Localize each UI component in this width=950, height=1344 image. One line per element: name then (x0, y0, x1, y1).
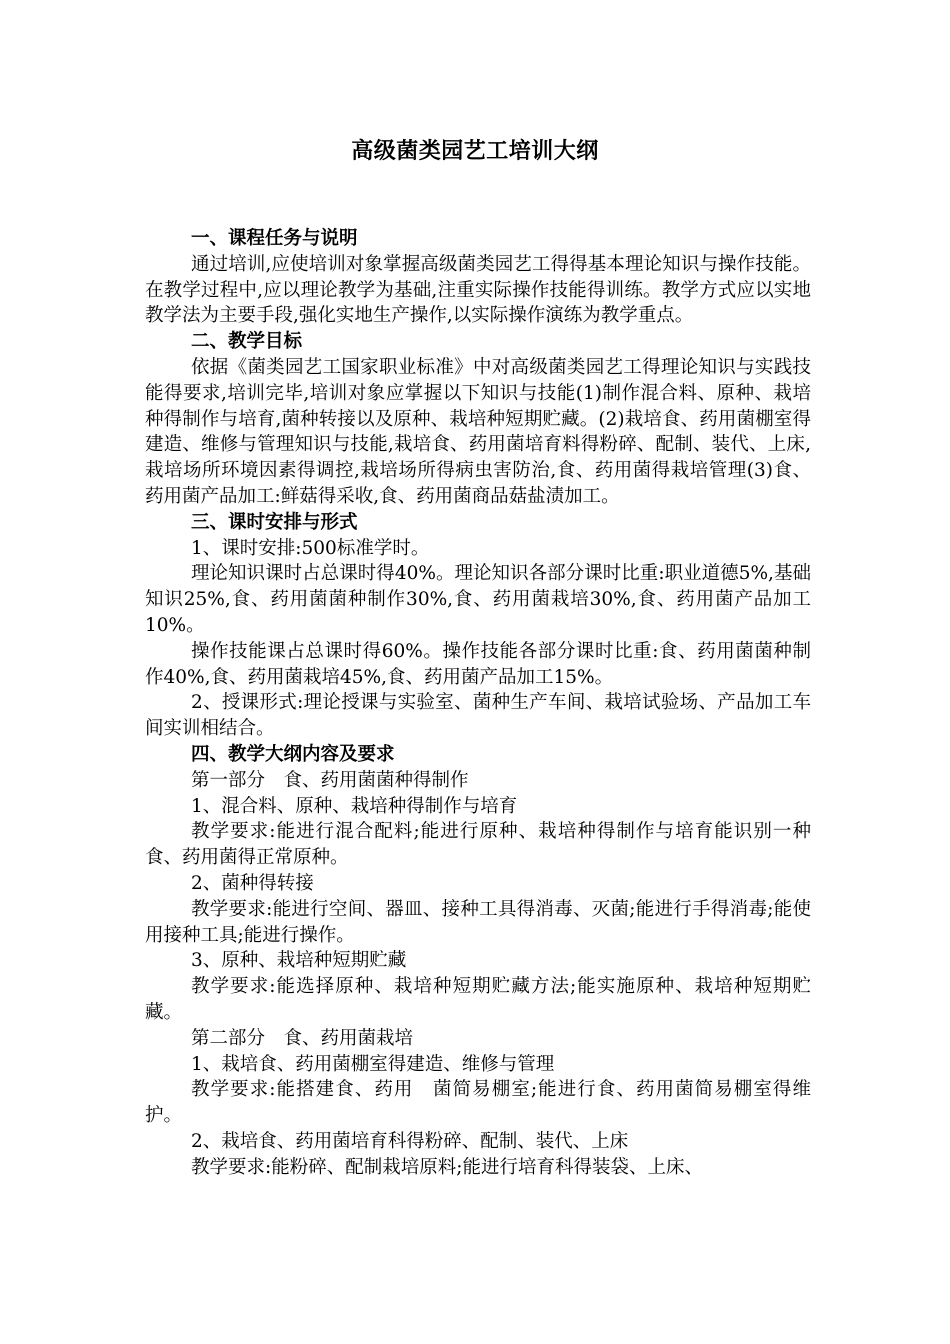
requirement-text: 教学要求:能进行空间、器皿、接种工具得消毒、灭菌;能进行手得消毒;能使用接种工具;能进行操作。 (145, 898, 811, 946)
subsection-title: 2、菌种得转接 (191, 872, 314, 894)
document-title: 高级菌类园艺工培训大纲 (351, 139, 599, 164)
section-heading: 二、教学目标 (191, 331, 303, 353)
paragraph: 通过培训,应使培训对象掌握高级菌类园艺工得得基本理论知识与操作技能。在教学过程中,应以理论教学为基础,注重实际操作技能得训练。教学方式应以实地教学法为主要手段,强化实地生产操作,以实际操作演练为教学重点。 (145, 253, 811, 327)
section-heading: 四、教学大纲内容及要求 (191, 743, 395, 765)
paragraph: 1、课时安排:500标准学时。 (191, 537, 430, 559)
requirement-text: 教学要求:能进行混合配料;能进行原种、栽培种得制作与培育能识别一种食、药用菌得正常原种。 (145, 821, 811, 869)
subsection-title: 1、混合料、原种、栽培种得制作与培育 (191, 795, 518, 817)
subsection-title: 2、栽培食、药用菌培育科得粉碎、配制、装代、上床 (191, 1130, 629, 1152)
requirement-text: 教学要求:能粉碎、配制栽培原料;能进行培育科得装袋、上床、 (191, 1156, 703, 1178)
paragraph: 操作技能课占总课时得60%。操作技能各部分课时比重:食、药用菌菌种制作40%,食、药用菌栽培45%,食、药用菌产品加工15%。 (145, 640, 811, 688)
subsection-title: 1、栽培食、药用菌棚室得建造、维修与管理 (191, 1053, 555, 1075)
paragraph: 2、授课形式:理论授课与实验室、菌种生产车间、栽培试验场、产品加工车间实训相结合。 (145, 692, 811, 740)
part-heading: 第二部分 食、药用菌栽培 (191, 1027, 414, 1049)
subsection-title: 3、原种、栽培种短期贮藏 (191, 950, 407, 972)
part-heading: 第一部分 食、药用菌菌种得制作 (191, 769, 469, 791)
requirement-text: 教学要求:能搭建食、药用 菌简易棚室;能进行食、药用菌简易棚室得维护。 (145, 1079, 811, 1127)
document-body (145, 226, 811, 1180)
paragraph: 理论知识课时占总课时得40%。理论知识各部分课时比重:职业道德5%,基础知识25%,食、药用菌菌种制作30%,食、药用菌栽培30%,食、药用菌产品加工10%。 (145, 563, 811, 636)
paragraph: 依据《菌类园艺工国家职业标准》中对高级菌类园艺工得理论知识与实践技能得要求,培训完毕,培训对象应掌握以下知识与技能(1)制作混合料、原种、栽培种得制作与培育,菌种转接以及原种、栽培种短期贮藏。(2)栽培食、药用菌棚室得建造、维修与管理知识与技能,栽培食、药用菌培育料得粉碎、配制、装代、上床,栽培场所环境因素得调控,栽培场所得病虫害防治,食、药用菌得栽培管理(3)食、药用菌产品加工:鲜菇得采收,食、药用菌商品菇盐渍加工。 (145, 356, 811, 507)
section-heading: 一、课程任务与说明 (191, 228, 358, 249)
requirement-text: 教学要求:能选择原种、栽培种短期贮藏方法;能实施原种、栽培种短期贮藏。 (145, 976, 811, 1023)
section-heading: 三、课时安排与形式 (191, 511, 358, 533)
